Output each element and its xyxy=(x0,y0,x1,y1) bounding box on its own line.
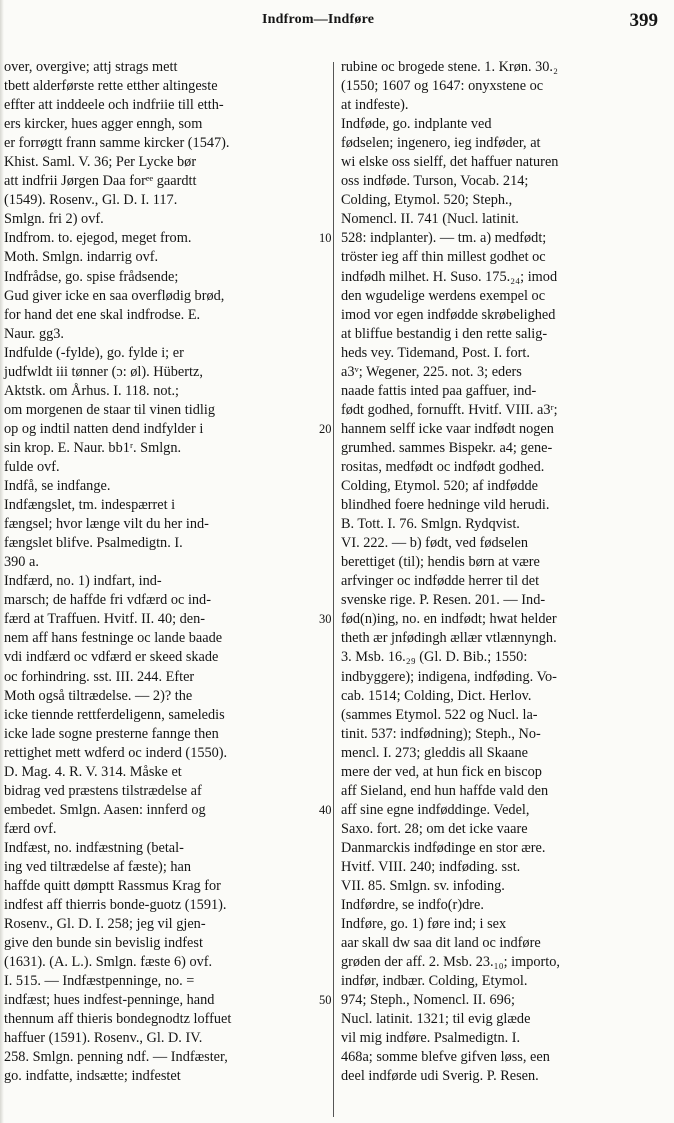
text-line: for hand det ene skal indfrodse. E. xyxy=(4,306,201,323)
line-number: 50 xyxy=(319,993,332,1008)
text-line: nem aff hans festninge oc lande baade xyxy=(4,630,223,647)
line-number: 20 xyxy=(319,421,332,436)
text-line: Smlgn. fri 2) ovf. xyxy=(4,211,104,228)
text-line: Indføre, go. 1) føre ind; i sex xyxy=(341,916,507,933)
text-line: (1550; 1607 og 1647: onyxstene oc xyxy=(341,78,544,95)
text-line: go. indfatte, indsætte; indfestet xyxy=(4,1068,181,1085)
text-line: give den bunde sin bevislig indfest xyxy=(4,935,203,952)
column-divider xyxy=(333,62,334,1117)
text-line: VI. 222. — b) født, ved fødselen xyxy=(341,535,529,552)
text-line: D. Mag. 4. R. V. 314. Måske et xyxy=(4,763,182,780)
text-line: Naur. gg3. xyxy=(4,325,64,342)
text-line: Hvitf. VIII. 240; indføding. sst. xyxy=(341,858,521,875)
text-line: indfør, indbær. Colding, Etymol. xyxy=(341,973,528,990)
text-line: haffde quitt dømptt Rassmus Krag for xyxy=(4,878,221,895)
text-line: fængsel; hvor længe vilt du her ind- xyxy=(4,516,209,533)
text-line: Aktstk. om Århus. I. 118. not.; xyxy=(4,382,180,399)
text-line: rositas, medfødt oc indfødt godhed. xyxy=(341,458,545,475)
text-line: 528: indplanter). — tm. a) medfødt; xyxy=(341,230,547,247)
text-line: icke lade sogne presterne fannge then xyxy=(4,725,219,742)
text-line: færd ovf. xyxy=(4,820,57,837)
running-title: Indfrom—Indføre xyxy=(262,12,375,27)
text-line: op og indtil natten dend indfylder i xyxy=(4,420,204,437)
line-number: 10 xyxy=(319,231,332,246)
text-line: thennum aff thieris bondegnodtz loffuet xyxy=(4,1011,232,1028)
text-line: oc forhindring. sst. III. 244. Efter xyxy=(4,668,195,685)
left-column xyxy=(4,58,326,1087)
text-line: effter att inddeele och indfriie till etth- xyxy=(4,97,224,114)
text-line: Nucl. latinit. 1321; til evig glæde xyxy=(341,1011,531,1028)
text-line: rettighet mett wdferd oc inderd (1550). xyxy=(4,744,228,761)
text-line: grumhed. sammes Bispekr. a4; gene- xyxy=(341,439,553,456)
text-line: mere der ved, at hun fick en biscop xyxy=(341,763,542,780)
text-line: 258. Smlgn. penning ndf. — Indfæster, xyxy=(4,1049,228,1066)
text-line: Khist. Saml. V. 36; Per Lycke bør xyxy=(4,154,197,171)
text-line: B. Tott. I. 76. Smlgn. Rydqvist. xyxy=(341,516,520,533)
text-line: hannem selff icke vaar indfødt nogen xyxy=(341,420,554,437)
text-line: Rosenv., Gl. D. I. 258; jeg vil gjen- xyxy=(4,916,206,933)
text-line: indfødh milhet. H. Suso. 175.₂₄; imod xyxy=(341,268,558,285)
text-line: (sammes Etymol. 522 og Nucl. la- xyxy=(341,706,538,723)
line-number: 40 xyxy=(319,802,332,817)
text-line: grøden der aff. 2. Msb. 23.₁₀; importo, xyxy=(341,954,560,971)
text-line: ing ved tiltrædelse af fæste); han xyxy=(4,858,192,875)
text-line: (1631). (A. L.). Smlgn. fæste 6) ovf. xyxy=(4,954,213,971)
text-line: Moth. Smlgn. indarrig ovf. xyxy=(4,249,159,266)
text-line: den wgudelige werdens exempel oc xyxy=(341,287,546,304)
text-line: imod vor egen indfødde skrøbelighed xyxy=(341,306,556,323)
text-line: rubine oc brogede stene. 1. Krøn. 30.₂ xyxy=(341,59,558,75)
text-line: naade fattis inted paa gaffuer, ind- xyxy=(341,382,537,399)
text-line: at indfeste). xyxy=(341,97,409,114)
text-line: att indfrii Jørgen Daa forᵉᵉ gaardtt xyxy=(4,173,197,190)
text-line: 390 a. xyxy=(4,554,39,571)
text-line: Colding, Etymol. 520; Steph., xyxy=(341,192,513,209)
right-column xyxy=(341,58,659,1087)
text-line: (1549). Rosenv., Gl. D. I. 117. xyxy=(4,192,178,209)
text-line: 974; Steph., Nomencl. II. 696; xyxy=(341,992,515,1009)
text-line: Indfrådse, go. spise frådsende; xyxy=(4,268,179,285)
text-line: Indførdre, se indfo(r)dre. xyxy=(341,897,484,914)
text-line: mencl. I. 273; gleddis all Skaane xyxy=(341,744,529,761)
text-line: vil mig indføre. Psalmedigtn. I. xyxy=(341,1030,521,1047)
text-line: arfvinger oc indfødde herrer til det xyxy=(341,573,540,590)
line-number: 30 xyxy=(319,612,332,627)
text-line: sin krop. E. Naur. bb1ʳ. Smlgn. xyxy=(4,439,182,456)
text-line: ers kircker, hues agger enngh, som xyxy=(4,116,203,133)
text-line: tinit. 537: indfødning); Steph., No- xyxy=(341,725,541,742)
text-line: theth ær jnfødingh ællær vtlænnyngh. xyxy=(341,630,557,647)
text-line: marsch; de haffde fri vdfærd oc ind- xyxy=(4,592,211,609)
text-line: aff sine egne indføddinge. Vedel, xyxy=(341,801,530,818)
text-line: at bliffue bestandig i den rette salig- xyxy=(341,325,548,342)
text-line: over, overgive; attj strags mett xyxy=(4,59,178,75)
text-line: aar skall dw saa dit land oc indføre xyxy=(341,935,541,952)
text-line: fødselen; ingenero, ieg indføder, at xyxy=(341,135,541,152)
text-line: tbett alderførste rette etther altingeste xyxy=(4,78,218,95)
text-line: født godhed, fornufft. Hvitf. VIII. a3ʳ; xyxy=(341,401,558,418)
text-line: færd at Traffuen. Hvitf. II. 40; den- xyxy=(4,611,206,628)
text-line: embedet. Smlgn. Aasen: innferd og xyxy=(4,801,206,818)
text-line: Nomencl. II. 741 (Nucl. latinit. xyxy=(341,211,519,228)
text-line: Indfærd, no. 1) indfart, ind- xyxy=(4,573,162,590)
text-line: heds vey. Tidemand, Post. I. fort. xyxy=(341,344,530,361)
text-line: Gud giver icke en saa overflødig brød, xyxy=(4,287,225,304)
text-line: berettiget (til); hendis børn at være xyxy=(341,554,540,571)
text-line: Indfrom. to. ejegod, meget from. xyxy=(4,230,192,247)
text-line: Indfå, se indfange. xyxy=(4,478,111,495)
text-line: deel indførde udi Sverig. P. Resen. xyxy=(341,1068,539,1085)
text-line: blindhed foere hedninge vild herudi. xyxy=(341,497,550,514)
text-line: Indfængslet, tm. indespærret i xyxy=(4,497,176,514)
text-line: Saxo. fort. 28; om det icke vaare xyxy=(341,820,528,837)
text-line: vdi indfærd oc vdfærd er skeed skade xyxy=(4,649,219,666)
text-line: 468a; somme blefve gifven løss, een xyxy=(341,1049,550,1066)
text-line: fængslet blifve. Psalmedigtn. I. xyxy=(4,535,183,552)
text-line: indfest aff thierris bonde-guotz (1591). xyxy=(4,897,227,914)
text-line: bidrag ved præstens tilstrædelse af xyxy=(4,782,202,799)
text-line: Danmarckis indfødinge en stor ære. xyxy=(341,839,546,856)
text-line: Moth også tiltrædelse. — 2)? the xyxy=(4,687,193,704)
text-line: tröster ieg aff thin millest godhet oc xyxy=(341,249,546,266)
text-line: wi elske oss sielff, det haffuer naturen xyxy=(341,154,559,171)
text-line: Colding, Etymol. 520; af indfødde xyxy=(341,478,538,495)
text-line: om morgenen de staar til vinen tidlig xyxy=(4,401,215,418)
text-line: VII. 85. Smlgn. sv. infoding. xyxy=(341,878,505,895)
text-line: oss indføde. Turson, Vocab. 214; xyxy=(341,173,529,190)
text-line: Indfulde (-fylde), go. fylde i; er xyxy=(4,344,184,361)
text-line: Indføde, go. indplante ved xyxy=(341,116,492,133)
text-line: judfwldt iii tønner (ɔ: øl). Hübertz, xyxy=(4,363,203,380)
text-line: Indfæst, no. indfæstning (betal- xyxy=(4,839,184,856)
text-line: cab. 1514; Colding, Dict. Herlov. xyxy=(341,687,532,704)
page-number: 399 xyxy=(629,10,658,31)
text-line: fød(n)ing, no. en indfødt; hwat helder xyxy=(341,611,557,628)
text-line: svenske rige. P. Resen. 201. — Ind- xyxy=(341,592,546,609)
text-line: 3. Msb. 16.₂₉ (Gl. D. Bib.; 1550: xyxy=(341,649,528,666)
text-line: indbyggere); indigena, indføding. Vo- xyxy=(341,668,557,685)
text-line: I. 515. — Indfæstpenninge, no. = xyxy=(4,973,195,990)
text-line: aff Sieland, end hun haffde vald den xyxy=(341,782,549,799)
text-line: haffuer (1591). Rosenv., Gl. D. IV. xyxy=(4,1030,203,1047)
text-line: fulde ovf. xyxy=(4,458,60,475)
text-line: a3ᵛ; Wegener, 225. not. 3; eders xyxy=(341,363,522,380)
page-header xyxy=(0,0,674,48)
text-line: indfæst; hues indfest-penninge, hand xyxy=(4,992,215,1009)
text-line: er forrøgtt frann samme kircker (1547). xyxy=(4,135,230,152)
text-line: icke tiennde rettferdeligenn, sameledis xyxy=(4,706,225,723)
